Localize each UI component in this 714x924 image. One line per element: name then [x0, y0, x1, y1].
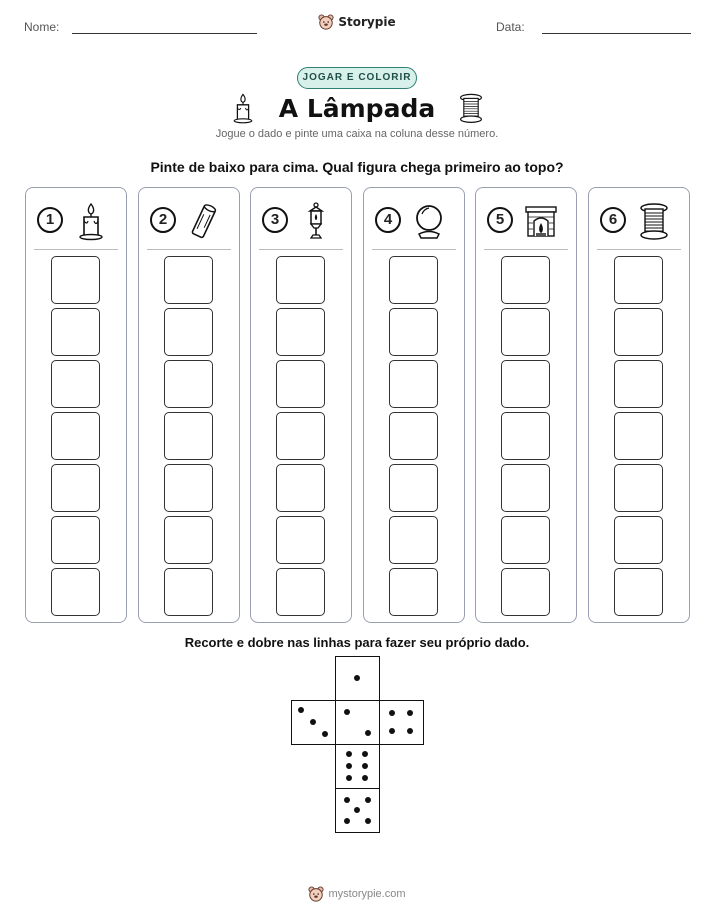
die-face-4 [379, 700, 424, 745]
column-2 [138, 187, 240, 623]
brand [0, 14, 714, 30]
die-face-1 [335, 656, 380, 701]
color-box[interactable] [614, 256, 663, 304]
thread-spool-icon [637, 201, 671, 241]
die-pip [389, 710, 395, 716]
color-box[interactable] [501, 464, 550, 512]
die-face-3 [291, 700, 336, 745]
crystal-ball-icon [412, 201, 446, 241]
column-6 [588, 187, 690, 623]
die-pip [344, 818, 350, 824]
color-box[interactable] [276, 308, 325, 356]
footer-url: mystorypie.com [328, 888, 406, 900]
die-pip [365, 818, 371, 824]
color-box[interactable] [51, 516, 100, 564]
die-pip [362, 751, 368, 757]
color-box[interactable] [501, 360, 550, 408]
die-pip [354, 675, 360, 681]
color-box[interactable] [501, 568, 550, 616]
candle-icon [74, 201, 108, 241]
color-box[interactable] [51, 308, 100, 356]
color-box[interactable] [164, 308, 213, 356]
footer [0, 886, 714, 902]
name-label: Nome: [24, 20, 60, 34]
color-box[interactable] [389, 568, 438, 616]
color-box[interactable] [276, 412, 325, 460]
column-5 [475, 187, 577, 623]
column-header [259, 198, 343, 250]
column-header [484, 198, 568, 250]
die-pip [344, 797, 350, 803]
column-3 [250, 187, 352, 623]
color-box[interactable] [614, 516, 663, 564]
color-box[interactable] [614, 308, 663, 356]
color-box[interactable] [389, 464, 438, 512]
die-pip [365, 797, 371, 803]
cut-instruction: Recorte e dobre nas linhas para fazer seu próprio dado. [184, 635, 530, 650]
color-box[interactable] [276, 360, 325, 408]
wooden-log-icon [187, 201, 221, 241]
color-box[interactable] [614, 568, 663, 616]
die-pip [362, 775, 368, 781]
color-box[interactable] [276, 568, 325, 616]
die-pip [344, 709, 350, 715]
color-box[interactable] [389, 360, 438, 408]
instruction: Pinte de baixo para cima. Qual figura chega primeiro ao topo? [150, 159, 564, 175]
color-box[interactable] [389, 516, 438, 564]
color-box[interactable] [164, 360, 213, 408]
color-box[interactable] [276, 516, 325, 564]
color-box[interactable] [614, 464, 663, 512]
column-number: 3 [262, 207, 288, 233]
color-box[interactable] [164, 256, 213, 304]
die-pip [362, 763, 368, 769]
column-header [147, 198, 231, 250]
page-title: A Lâmpada [278, 93, 436, 123]
column-number: 2 [150, 207, 176, 233]
column-header [597, 198, 681, 250]
subtitle: Jogue o dado e pinte uma caixa na coluna desse número. [215, 128, 499, 140]
color-box[interactable] [164, 464, 213, 512]
color-box[interactable] [389, 412, 438, 460]
die-pip [346, 775, 352, 781]
color-box[interactable] [51, 464, 100, 512]
color-box[interactable] [164, 412, 213, 460]
category-badge: JOGAR E COLORIR [297, 67, 417, 89]
column-number: 5 [487, 207, 513, 233]
color-box[interactable] [51, 412, 100, 460]
column-number: 4 [375, 207, 401, 233]
color-box[interactable] [51, 568, 100, 616]
die-pip [298, 707, 304, 713]
date-label: Data: [496, 20, 525, 34]
die-pip [407, 710, 413, 716]
title-row [0, 92, 714, 124]
die-pip [389, 728, 395, 734]
column-number: 6 [600, 207, 626, 233]
column-header [372, 198, 456, 250]
color-box[interactable] [501, 256, 550, 304]
date-line[interactable] [542, 33, 691, 34]
color-box[interactable] [501, 412, 550, 460]
fireplace-icon [524, 201, 558, 241]
die-face-5 [335, 788, 380, 833]
bear-logo-icon [318, 14, 334, 30]
name-line[interactable] [72, 33, 257, 34]
color-box[interactable] [51, 256, 100, 304]
color-box[interactable] [389, 256, 438, 304]
candle-icon [229, 92, 257, 124]
color-box[interactable] [501, 308, 550, 356]
lantern-icon [299, 201, 333, 241]
color-box[interactable] [164, 568, 213, 616]
die-face-6 [335, 744, 380, 789]
thread-spool-icon [457, 92, 485, 124]
color-box[interactable] [276, 256, 325, 304]
bear-logo-icon [308, 886, 324, 902]
color-box[interactable] [51, 360, 100, 408]
column-header [34, 198, 118, 250]
die-pip [322, 731, 328, 737]
column-4 [363, 187, 465, 623]
die-pip [346, 763, 352, 769]
die-pip [310, 719, 316, 725]
column-1 [25, 187, 127, 623]
color-box[interactable] [276, 464, 325, 512]
die-pip [346, 751, 352, 757]
color-box[interactable] [614, 360, 663, 408]
die-pip [407, 728, 413, 734]
brand-name: Storypie [338, 15, 396, 29]
die-pip [365, 730, 371, 736]
color-box[interactable] [501, 516, 550, 564]
color-box[interactable] [389, 308, 438, 356]
die-face-2 [335, 700, 380, 745]
die-pip [354, 807, 360, 813]
color-box[interactable] [614, 412, 663, 460]
column-number: 1 [37, 207, 63, 233]
color-box[interactable] [164, 516, 213, 564]
